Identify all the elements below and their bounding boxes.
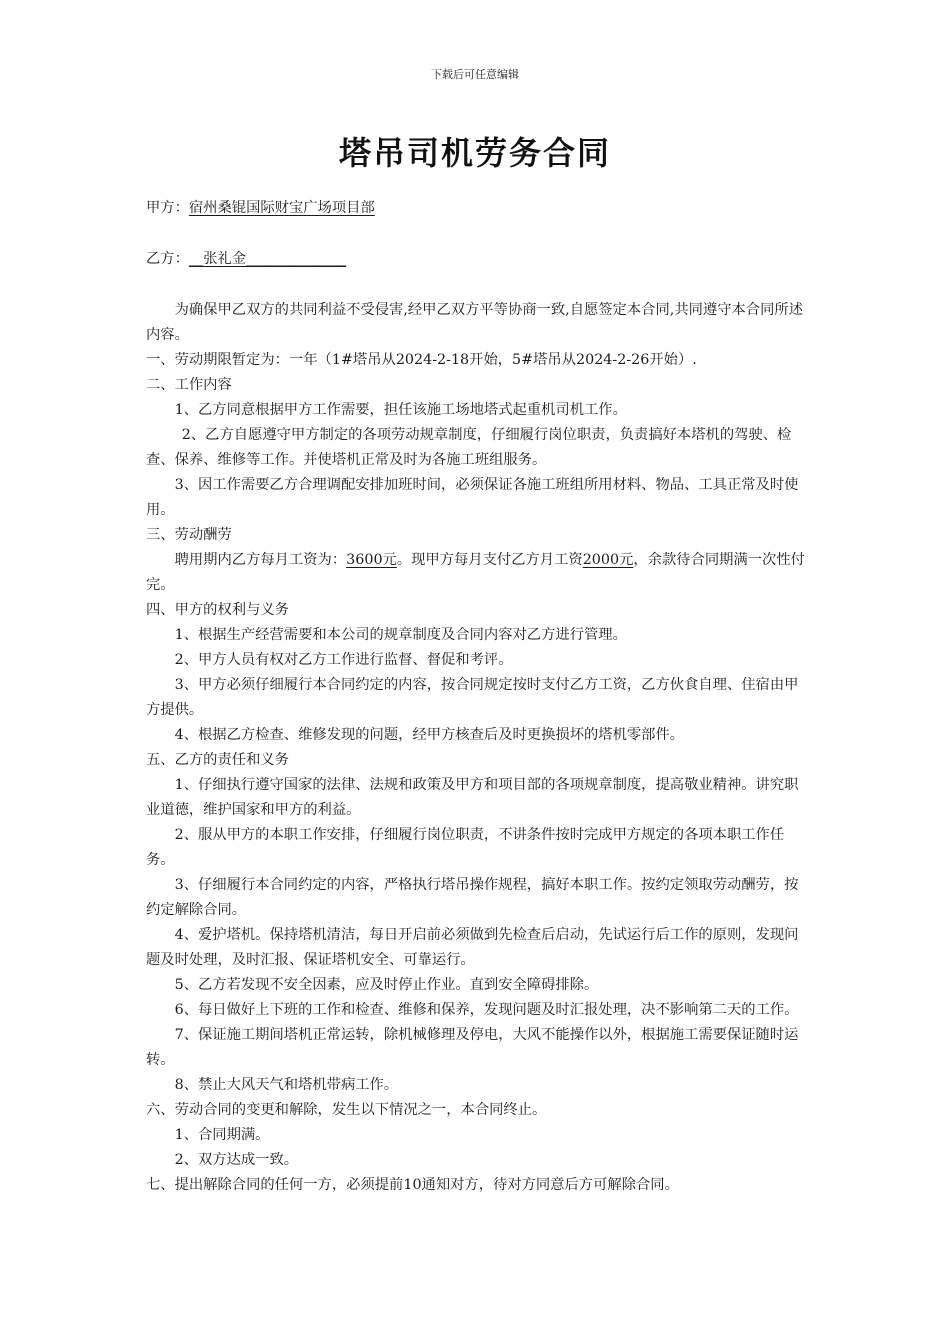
section-2-heading: 二、工作内容 xyxy=(146,377,232,393)
section-2-item-2: 2、乙方自愿遵守甲方制定的各项劳动规章制度，仔细履行岗位职责，负责搞好本塔机的驾驶、检查、保养、维修等工作。并使塔机正常及时为各施工班组服务。 xyxy=(146,427,792,468)
section-4-item-2: 2、甲方人员有权对乙方工作进行监督、督促和考评。 xyxy=(174,652,513,668)
contract-title: 塔吊司机劳务合同 xyxy=(338,134,611,172)
party-a-name: 宿州桑锟国际财宝广场项目部 xyxy=(188,200,375,216)
section-3-salary-paragraph xyxy=(146,548,810,598)
section-5-heading: 五、乙方的责任和义务 xyxy=(146,752,289,768)
party-a xyxy=(146,196,810,221)
section-6-item-2: 2、双方达成一致。 xyxy=(174,1152,299,1168)
salary-text-3: ，余款待合同期满一次性付完。 xyxy=(146,552,805,593)
section-1-term: 一、劳动期限暂定为：一年（1#塔吊从2024-2-18开始，5#塔吊从2024-2-26开始）. xyxy=(146,352,697,368)
salary-text-1: 聘用期内乙方每月工资为： xyxy=(174,552,347,568)
intro-paragraph: 为确保甲乙双方的共同利益不受侵害,经甲乙双方平等协商一致,自愿签定本合同,共同遵守本合同所述内容。 xyxy=(146,302,803,343)
section-2-item-3: 3、因工作需要乙方合理调配安排加班时间，必须保证各施工班组所用材料、物品、工具正常及时使用。 xyxy=(146,477,799,518)
section-4-item-3: 3、甲方必须仔细履行本合同约定的内容，按合同规定按时支付乙方工资，乙方伙食自理、住宿由甲方提供。 xyxy=(146,677,799,718)
section-5-item-6: 6、每日做好上下班的工作和检查、维修和保养，发现问题及时汇报处理，决不影响第二天的工作。 xyxy=(174,1002,799,1018)
section-7-termination: 七、提出解除合同的任何一方，必须提前10通知对方，待对方同意后方可解除合同。 xyxy=(146,1177,679,1193)
section-5-item-7: 7、保证施工期间塔机正常运转，除机械修理及停电，大风不能操作以外，根据施工需要保证随时运转。 xyxy=(146,1027,799,1068)
section-5-item-4: 4、爱护塔机。保持塔机清洁，每日开启前必须做到先检查后启动，先试运行后工作的原则，发现问题及时处理，及时汇报、保证塔机安全、可靠运行。 xyxy=(146,927,799,968)
section-5-item-2: 2、服从甲方的本职工作安排，仔细履行岗位职责，不讲条件按时完成甲方规定的各项本职工作任务。 xyxy=(146,827,785,868)
section-6-item-1: 1、合同期满。 xyxy=(174,1127,270,1143)
section-5-item-1: 1、仔细执行遵守国家的法律、法规和政策及甲方和项目部的各项规章制度，提高敬业精神。讲究职业道德，维护国家和甲方的利益。 xyxy=(146,777,799,818)
monthly-paid-value: 2000元 xyxy=(582,552,634,568)
section-2-item-1: 1、乙方同意根据甲方工作需要，担任该施工场地塔式起重机司机工作。 xyxy=(174,402,627,418)
contract-body xyxy=(146,196,810,1198)
party-b xyxy=(146,247,810,272)
header-note: 下载后可任意编辑 xyxy=(431,68,519,81)
section-5-item-8: 8、禁止大风天气和塔机带病工作。 xyxy=(174,1077,399,1093)
section-4-heading: 四、甲方的权利与义务 xyxy=(146,602,289,618)
party-b-name: __张礼金______________ xyxy=(188,251,347,267)
section-3-heading: 三、劳动酬劳 xyxy=(146,527,232,543)
monthly-salary-value: 3600元 xyxy=(346,552,397,568)
section-5-item-3: 3、仔细履行本合同约定的内容，严格执行塔吊操作规程，搞好本职工作。按约定领取劳动酬劳，按约定解除合同。 xyxy=(146,877,799,918)
section-6-heading: 六、劳动合同的变更和解除，发生以下情况之一，本合同终止。 xyxy=(146,1102,547,1118)
section-5-item-5: 5、乙方若发现不安全因素，应及时停止作业。直到安全障碍排除。 xyxy=(174,977,599,993)
party-a-label: 甲方： xyxy=(146,200,189,216)
section-4-item-4: 4、根据乙方检查、维修发现的问题，经甲方核查后及时更换损坏的塔机零部件。 xyxy=(174,727,685,743)
section-4-item-1: 1、根据生产经营需要和本公司的规章制度及合同内容对乙方进行管理。 xyxy=(174,627,627,643)
salary-text-2: 。现甲方每月支付乙方月工资 xyxy=(396,552,583,568)
party-b-label: 乙方： xyxy=(146,251,189,267)
